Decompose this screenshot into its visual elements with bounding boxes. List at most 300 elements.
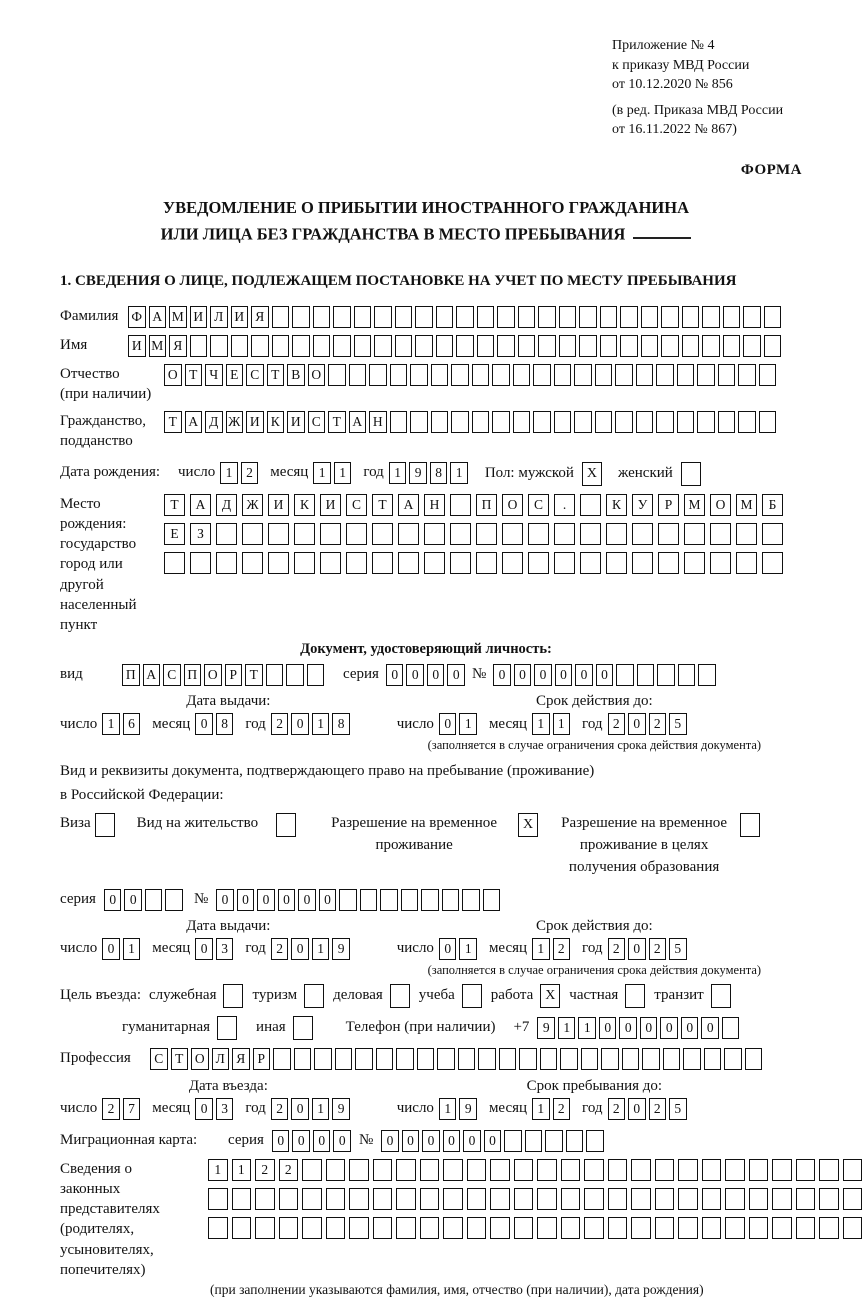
profession-cells-cell[interactable]	[294, 1048, 312, 1070]
option-residence-permit-checkbox[interactable]	[276, 813, 296, 837]
legal-cells-row2-cell[interactable]	[443, 1188, 463, 1210]
residence-issue-day-cells-cell[interactable]: 0	[102, 938, 120, 960]
profession-cells-cell[interactable]	[601, 1048, 619, 1070]
birth-place-cells-row3-cell[interactable]	[346, 552, 367, 574]
identity-issue-year-cells[interactable]	[271, 713, 353, 735]
citizenship-cells-cell[interactable]	[738, 411, 756, 433]
birth-place-cells-row1-cell[interactable]: М	[684, 494, 705, 516]
birth-day-cells-cell[interactable]: 2	[241, 462, 259, 484]
legal-cells-row3-cell[interactable]	[326, 1217, 346, 1239]
legal-cells-row2-cell[interactable]	[655, 1188, 675, 1210]
legal-cells-row2-cell[interactable]	[255, 1188, 275, 1210]
purpose-other-checkbox-cell[interactable]	[293, 1016, 313, 1040]
legal-cells-row3-cell[interactable]	[631, 1217, 651, 1239]
residence-number-cells-cell[interactable]	[462, 889, 480, 911]
legal-cells-row3-cell[interactable]	[208, 1217, 228, 1239]
identity-number-cells-cell[interactable]: 0	[555, 664, 573, 686]
legal-cells-row1-cell[interactable]	[772, 1159, 792, 1181]
entry-year-cells-cell[interactable]: 2	[271, 1098, 289, 1120]
surname-cells-cell[interactable]: Я	[251, 306, 269, 328]
residence-validity-year-cells-cell[interactable]: 5	[669, 938, 687, 960]
profession-cells-cell[interactable]	[622, 1048, 640, 1070]
identity-validity-month-cells-cell[interactable]: 1	[553, 713, 571, 735]
given-name-cells-cell[interactable]	[559, 335, 577, 357]
option-temporary-residence-education-checkbox[interactable]	[740, 813, 760, 837]
birth-year-cells-cell[interactable]: 8	[430, 462, 448, 484]
legal-cells-row1-cell[interactable]	[514, 1159, 534, 1181]
birth-place-cells-row2-cell[interactable]: З	[190, 523, 211, 545]
legal-cells-row3-cell[interactable]	[302, 1217, 322, 1239]
given-name-cells-cell[interactable]	[600, 335, 618, 357]
given-name-cells-cell[interactable]	[518, 335, 536, 357]
surname-cells-cell[interactable]	[743, 306, 761, 328]
citizenship-cells-cell[interactable]: А	[185, 411, 203, 433]
purpose-commercial[interactable]	[333, 984, 410, 1008]
entry-year-cells-cell[interactable]: 0	[291, 1098, 309, 1120]
profession-cells-cell[interactable]	[437, 1048, 455, 1070]
residence-number-cells[interactable]	[216, 889, 503, 911]
residence-issue-month-cells[interactable]	[195, 938, 236, 960]
purpose-business-checkbox[interactable]	[223, 984, 243, 1008]
legal-cells-row2-cell[interactable]	[702, 1188, 722, 1210]
legal-cells-row3-cell[interactable]	[796, 1217, 816, 1239]
legal-cells-row3-cell[interactable]	[490, 1217, 510, 1239]
residence-number-cells-cell[interactable]	[380, 889, 398, 911]
birth-place-cells-row2-cell[interactable]	[346, 523, 367, 545]
legal-cells-row1-cell[interactable]	[467, 1159, 487, 1181]
stay-year-cells-cell[interactable]: 5	[669, 1098, 687, 1120]
patronymic-cells[interactable]	[164, 364, 779, 386]
migration-number-cells-cell[interactable]	[504, 1130, 522, 1152]
profession-cells-cell[interactable]	[355, 1048, 373, 1070]
birth-place-cells-row1-cell[interactable]: О	[710, 494, 731, 516]
legal-cells-row2-cell[interactable]	[349, 1188, 369, 1210]
profession-cells-cell[interactable]	[540, 1048, 558, 1070]
citizenship-cells-cell[interactable]: Ж	[226, 411, 244, 433]
patronymic-cells-cell[interactable]: Т	[267, 364, 285, 386]
identity-kind-cells-cell[interactable]	[286, 664, 304, 686]
profession-cells-cell[interactable]	[499, 1048, 517, 1070]
surname-cells-cell[interactable]	[702, 306, 720, 328]
citizenship-cells-cell[interactable]	[410, 411, 428, 433]
stay-day-cells[interactable]	[439, 1098, 480, 1120]
purpose-business[interactable]	[149, 984, 244, 1008]
identity-issue-day-cells-cell[interactable]: 1	[102, 713, 120, 735]
purpose-transit-checkbox-cell[interactable]	[711, 984, 731, 1008]
legal-cells-row1-cell[interactable]	[584, 1159, 604, 1181]
identity-validity-month-cells-cell[interactable]: 1	[532, 713, 550, 735]
birth-year-cells-cell[interactable]: 9	[409, 462, 427, 484]
legal-cells-row1-cell[interactable]	[537, 1159, 557, 1181]
patronymic-cells-cell[interactable]	[369, 364, 387, 386]
stay-year-cells-cell[interactable]: 0	[628, 1098, 646, 1120]
given-name-cells-cell[interactable]	[395, 335, 413, 357]
patronymic-cells-cell[interactable]	[718, 364, 736, 386]
legal-cells-row3-cell[interactable]	[537, 1217, 557, 1239]
purpose-commercial-checkbox[interactable]	[390, 984, 410, 1008]
residence-series-cells-cell[interactable]: 0	[124, 889, 142, 911]
given-name-cells-cell[interactable]	[436, 335, 454, 357]
patronymic-cells-cell[interactable]	[451, 364, 469, 386]
identity-validity-day-cells[interactable]	[439, 713, 480, 735]
legal-cells-row2-cell[interactable]	[819, 1188, 839, 1210]
legal-cells-row3-cell[interactable]	[725, 1217, 745, 1239]
migration-number-cells[interactable]	[381, 1130, 607, 1152]
entry-month-cells-cell[interactable]: 3	[216, 1098, 234, 1120]
legal-cells-row3-cell[interactable]	[279, 1217, 299, 1239]
legal-cells-row3-cell[interactable]	[584, 1217, 604, 1239]
patronymic-cells-cell[interactable]	[492, 364, 510, 386]
legal-cells-row2-cell[interactable]	[279, 1188, 299, 1210]
birth-place-cells-row2-cell[interactable]	[268, 523, 289, 545]
citizenship-cells-cell[interactable]: А	[349, 411, 367, 433]
entry-year-cells-cell[interactable]: 1	[312, 1098, 330, 1120]
identity-number-cells-cell[interactable]	[616, 664, 634, 686]
identity-issue-month-cells-cell[interactable]: 0	[195, 713, 213, 735]
identity-validity-year-cells-cell[interactable]: 5	[669, 713, 687, 735]
phone-cells-cell[interactable]: 9	[537, 1017, 555, 1039]
identity-issue-year-cells-cell[interactable]: 1	[312, 713, 330, 735]
profession-cells-cell[interactable]	[642, 1048, 660, 1070]
legal-cells-row2-cell[interactable]	[420, 1188, 440, 1210]
surname-cells-cell[interactable]	[620, 306, 638, 328]
purpose-transit-checkbox[interactable]	[711, 984, 731, 1008]
citizenship-cells-cell[interactable]	[759, 411, 777, 433]
surname-cells-cell[interactable]	[272, 306, 290, 328]
birth-place-cells-row1-cell[interactable]: Б	[762, 494, 783, 516]
purpose-humanitarian[interactable]	[122, 1016, 237, 1040]
identity-validity-month-cells[interactable]	[532, 713, 573, 735]
purpose-private-checkbox-cell[interactable]	[625, 984, 645, 1008]
residence-number-cells-cell[interactable]: 0	[216, 889, 234, 911]
profession-cells-cell[interactable]	[335, 1048, 353, 1070]
migration-number-cells-cell[interactable]	[586, 1130, 604, 1152]
profession-cells-cell[interactable]	[314, 1048, 332, 1070]
birth-year-cells-cell[interactable]: 1	[450, 462, 468, 484]
stay-day-cells-cell[interactable]: 1	[439, 1098, 457, 1120]
given-name-cells-cell[interactable]	[682, 335, 700, 357]
patronymic-cells-cell[interactable]	[472, 364, 490, 386]
birth-place-cells-row3-cell[interactable]	[632, 552, 653, 574]
patronymic-cells-cell[interactable]	[328, 364, 346, 386]
birth-place-cells-row3-cell[interactable]	[320, 552, 341, 574]
residence-number-cells-cell[interactable]	[442, 889, 460, 911]
purpose-commercial-checkbox-cell[interactable]	[390, 984, 410, 1008]
option-temporary-residence-education-checkbox-cell[interactable]	[740, 813, 760, 837]
birth-place-cells-row3-cell[interactable]	[762, 552, 783, 574]
birth-place-cells-row2-cell[interactable]	[762, 523, 783, 545]
option-visa-checkbox-cell[interactable]	[95, 813, 115, 837]
profession-cells-cell[interactable]	[745, 1048, 763, 1070]
citizenship-cells-cell[interactable]: К	[267, 411, 285, 433]
surname-cells-cell[interactable]	[518, 306, 536, 328]
given-name-cells-cell[interactable]	[456, 335, 474, 357]
phone-cells-cell[interactable]: 1	[558, 1017, 576, 1039]
purpose-study-checkbox-cell[interactable]	[462, 984, 482, 1008]
legal-cells-row2-cell[interactable]	[373, 1188, 393, 1210]
citizenship-cells-cell[interactable]: С	[308, 411, 326, 433]
profession-cells[interactable]	[150, 1048, 765, 1070]
birth-place-cells-row1-cell[interactable]: .	[554, 494, 575, 516]
residence-validity-year-cells-cell[interactable]: 0	[628, 938, 646, 960]
surname-cells-cell[interactable]	[538, 306, 556, 328]
surname-cells-cell[interactable]: М	[169, 306, 187, 328]
legal-cells-row3-cell[interactable]	[843, 1217, 863, 1239]
given-name-cells-cell[interactable]	[231, 335, 249, 357]
legal-cells-row1-cell[interactable]	[420, 1159, 440, 1181]
surname-cells[interactable]	[128, 306, 784, 328]
option-residence-permit-checkbox-cell[interactable]	[276, 813, 296, 837]
birth-place-cells-row3-cell[interactable]	[294, 552, 315, 574]
patronymic-cells-cell[interactable]: Ч	[205, 364, 223, 386]
residence-series-cells[interactable]	[104, 889, 186, 911]
entry-month-cells[interactable]	[195, 1098, 236, 1120]
identity-issue-day-cells[interactable]	[102, 713, 143, 735]
given-name-cells-cell[interactable]	[702, 335, 720, 357]
legal-cells-row1-cell[interactable]	[725, 1159, 745, 1181]
citizenship-cells-cell[interactable]	[656, 411, 674, 433]
patronymic-cells-cell[interactable]: О	[308, 364, 326, 386]
identity-validity-year-cells-cell[interactable]: 2	[608, 713, 626, 735]
residence-issue-month-cells-cell[interactable]: 3	[216, 938, 234, 960]
birth-place-cells-row2-cell[interactable]: Е	[164, 523, 185, 545]
entry-month-cells-cell[interactable]: 0	[195, 1098, 213, 1120]
legal-cells-row2-cell[interactable]	[749, 1188, 769, 1210]
sex-male-checkbox[interactable]	[582, 462, 602, 486]
birth-place-cells-row3-cell[interactable]	[710, 552, 731, 574]
surname-cells-cell[interactable]	[415, 306, 433, 328]
given-name-cells-cell[interactable]	[764, 335, 782, 357]
citizenship-cells-cell[interactable]	[615, 411, 633, 433]
legal-cells-row2[interactable]	[208, 1188, 866, 1210]
given-name-cells-cell[interactable]: Я	[169, 335, 187, 357]
purpose-humanitarian-checkbox[interactable]	[217, 1016, 237, 1040]
given-name-cells-cell[interactable]	[292, 335, 310, 357]
patronymic-cells-cell[interactable]: О	[164, 364, 182, 386]
legal-cells-row1-cell[interactable]	[443, 1159, 463, 1181]
residence-validity-day-cells[interactable]	[439, 938, 480, 960]
legal-cells-row1-cell[interactable]	[819, 1159, 839, 1181]
purpose-tourism-checkbox[interactable]	[304, 984, 324, 1008]
birth-place-cells-row3-cell[interactable]	[554, 552, 575, 574]
legal-cells-row3-cell[interactable]	[373, 1217, 393, 1239]
residence-issue-month-cells-cell[interactable]: 0	[195, 938, 213, 960]
identity-number-cells-cell[interactable]: 0	[575, 664, 593, 686]
legal-cells-row3-cell[interactable]	[608, 1217, 628, 1239]
profession-cells-cell[interactable]	[458, 1048, 476, 1070]
legal-cells-row3-cell[interactable]	[514, 1217, 534, 1239]
surname-cells-cell[interactable]: Л	[210, 306, 228, 328]
identity-number-cells-cell[interactable]	[678, 664, 696, 686]
surname-cells-cell[interactable]: И	[190, 306, 208, 328]
birth-place-cells-row3-cell[interactable]	[658, 552, 679, 574]
birth-place-cells-row1-cell[interactable]: И	[320, 494, 341, 516]
birth-place-cells-row2-cell[interactable]	[398, 523, 419, 545]
identity-series-cells-cell[interactable]: 0	[447, 664, 465, 686]
identity-series-cells[interactable]	[386, 664, 468, 686]
birth-place-cells-row1-cell[interactable]: М	[736, 494, 757, 516]
birth-day-cells-cell[interactable]: 1	[220, 462, 238, 484]
identity-series-cells-cell[interactable]: 0	[386, 664, 404, 686]
phone-cells-cell[interactable]: 0	[681, 1017, 699, 1039]
profession-cells-cell[interactable]: Л	[212, 1048, 230, 1070]
profession-cells-cell[interactable]	[581, 1048, 599, 1070]
legal-cells-row2-cell[interactable]	[302, 1188, 322, 1210]
legal-cells-row3[interactable]	[208, 1217, 866, 1239]
legal-cells-row2-cell[interactable]	[631, 1188, 651, 1210]
purpose-other[interactable]	[256, 1016, 313, 1040]
stay-month-cells[interactable]	[532, 1098, 573, 1120]
patronymic-cells-cell[interactable]	[554, 364, 572, 386]
residence-number-cells-cell[interactable]: 0	[319, 889, 337, 911]
birth-month-cells-cell[interactable]: 1	[334, 462, 352, 484]
birth-place-cells-row3-cell[interactable]	[476, 552, 497, 574]
residence-validity-month-cells[interactable]	[532, 938, 573, 960]
patronymic-cells-cell[interactable]	[410, 364, 428, 386]
legal-cells-row3-cell[interactable]	[443, 1217, 463, 1239]
purpose-transit[interactable]	[654, 984, 730, 1008]
legal-cells-row2-cell[interactable]	[608, 1188, 628, 1210]
entry-year-cells[interactable]	[271, 1098, 353, 1120]
birth-place-cells-row1-cell[interactable]: А	[398, 494, 419, 516]
legal-cells-row2-cell[interactable]	[584, 1188, 604, 1210]
legal-cells-row1-cell[interactable]	[631, 1159, 651, 1181]
birth-place-cells-row2-cell[interactable]	[216, 523, 237, 545]
birth-day-cells[interactable]	[220, 462, 261, 484]
patronymic-cells-cell[interactable]	[636, 364, 654, 386]
legal-cells-row3-cell[interactable]	[232, 1217, 252, 1239]
identity-number-cells-cell[interactable]	[637, 664, 655, 686]
identity-kind-cells-cell[interactable]: П	[122, 664, 140, 686]
patronymic-cells-cell[interactable]: Е	[226, 364, 244, 386]
profession-cells-cell[interactable]	[396, 1048, 414, 1070]
given-name-cells-cell[interactable]	[579, 335, 597, 357]
legal-cells-row1-cell[interactable]	[678, 1159, 698, 1181]
identity-kind-cells-cell[interactable]	[307, 664, 325, 686]
legal-cells-row3-cell[interactable]	[467, 1217, 487, 1239]
birth-place-cells-row2-cell[interactable]	[736, 523, 757, 545]
birth-place-cells-row1-cell[interactable]: Т	[372, 494, 393, 516]
option-temporary-residence-checkbox[interactable]	[518, 813, 538, 837]
birth-place-cells-row1-cell[interactable]	[450, 494, 471, 516]
legal-cells-row3-cell[interactable]	[819, 1217, 839, 1239]
birth-place-cells-row1-cell[interactable]: Ж	[242, 494, 263, 516]
given-name-cells-cell[interactable]	[497, 335, 515, 357]
residence-number-cells-cell[interactable]: 0	[278, 889, 296, 911]
migration-number-cells-cell[interactable]: 0	[422, 1130, 440, 1152]
birth-place-cells-row1-cell[interactable]	[580, 494, 601, 516]
surname-cells-cell[interactable]	[436, 306, 454, 328]
stay-year-cells-cell[interactable]: 2	[608, 1098, 626, 1120]
identity-kind-cells-cell[interactable]: Р	[225, 664, 243, 686]
given-name-cells-cell[interactable]	[251, 335, 269, 357]
migration-number-cells-cell[interactable]	[566, 1130, 584, 1152]
birth-place-cells-row2-cell[interactable]	[372, 523, 393, 545]
patronymic-cells-cell[interactable]	[677, 364, 695, 386]
surname-cells-cell[interactable]: И	[231, 306, 249, 328]
patronymic-cells-cell[interactable]	[349, 364, 367, 386]
birth-place-cells-row1-cell[interactable]: К	[294, 494, 315, 516]
surname-cells-cell[interactable]	[579, 306, 597, 328]
sex-female-checkbox-cell[interactable]	[681, 462, 701, 486]
identity-validity-day-cells-cell[interactable]: 1	[459, 713, 477, 735]
given-name-cells-cell[interactable]	[620, 335, 638, 357]
birth-place-cells-row3-cell[interactable]	[190, 552, 211, 574]
residence-number-cells-cell[interactable]	[421, 889, 439, 911]
citizenship-cells-cell[interactable]	[574, 411, 592, 433]
birth-place-cells-row1-cell[interactable]: Р	[658, 494, 679, 516]
given-name-cells-cell[interactable]	[477, 335, 495, 357]
surname-cells-cell[interactable]	[600, 306, 618, 328]
stay-month-cells-cell[interactable]: 2	[553, 1098, 571, 1120]
profession-cells-cell[interactable]: Т	[171, 1048, 189, 1070]
migration-series-cells-cell[interactable]: 0	[272, 1130, 290, 1152]
patronymic-cells-cell[interactable]	[738, 364, 756, 386]
phone-cells-cell[interactable]	[722, 1017, 740, 1039]
purpose-humanitarian-checkbox-cell[interactable]	[217, 1016, 237, 1040]
birth-place-cells-row3-cell[interactable]	[164, 552, 185, 574]
migration-number-cells-cell[interactable]: 0	[463, 1130, 481, 1152]
residence-number-cells-cell[interactable]	[339, 889, 357, 911]
citizenship-cells-cell[interactable]	[431, 411, 449, 433]
birth-place-cells-row1-cell[interactable]: Д	[216, 494, 237, 516]
profession-cells-cell[interactable]	[663, 1048, 681, 1070]
patronymic-cells-cell[interactable]: С	[246, 364, 264, 386]
surname-cells-cell[interactable]: А	[149, 306, 167, 328]
patronymic-cells-cell[interactable]	[759, 364, 777, 386]
legal-cells-row2-cell[interactable]	[514, 1188, 534, 1210]
legal-cells-row2-cell[interactable]	[796, 1188, 816, 1210]
profession-cells-cell[interactable]: О	[191, 1048, 209, 1070]
identity-number-cells-cell[interactable]: 0	[514, 664, 532, 686]
birth-place-cells-row3-cell[interactable]	[268, 552, 289, 574]
legal-cells-row1-cell[interactable]: 2	[279, 1159, 299, 1181]
phone-cells-cell[interactable]: 0	[660, 1017, 678, 1039]
residence-validity-year-cells-cell[interactable]: 2	[649, 938, 667, 960]
profession-cells-cell[interactable]	[376, 1048, 394, 1070]
migration-number-cells-cell[interactable]: 0	[484, 1130, 502, 1152]
legal-cells-row1-cell[interactable]	[561, 1159, 581, 1181]
legal-cells-row2-cell[interactable]	[772, 1188, 792, 1210]
birth-place-cells-row2-cell[interactable]	[528, 523, 549, 545]
citizenship-cells-cell[interactable]	[697, 411, 715, 433]
identity-number-cells-cell[interactable]	[698, 664, 716, 686]
patronymic-cells-cell[interactable]: Т	[185, 364, 203, 386]
profession-cells-cell[interactable]	[683, 1048, 701, 1070]
birth-place-cells-row2-cell[interactable]	[658, 523, 679, 545]
purpose-study[interactable]	[419, 984, 482, 1008]
profession-cells-cell[interactable]	[704, 1048, 722, 1070]
legal-cells-row1-cell[interactable]	[490, 1159, 510, 1181]
surname-cells-cell[interactable]	[374, 306, 392, 328]
profession-cells-cell[interactable]: Я	[232, 1048, 250, 1070]
patronymic-cells-cell[interactable]	[615, 364, 633, 386]
birth-place-cells-row1-cell[interactable]: С	[346, 494, 367, 516]
legal-cells-row2-cell[interactable]	[490, 1188, 510, 1210]
identity-kind-cells-cell[interactable]	[266, 664, 284, 686]
profession-cells-cell[interactable]: Р	[253, 1048, 271, 1070]
given-name-cells[interactable]	[128, 335, 784, 357]
citizenship-cells-cell[interactable]	[472, 411, 490, 433]
citizenship-cells-cell[interactable]: И	[287, 411, 305, 433]
identity-number-cells-cell[interactable]: 0	[596, 664, 614, 686]
legal-cells-row2-cell[interactable]	[208, 1188, 228, 1210]
given-name-cells-cell[interactable]	[374, 335, 392, 357]
citizenship-cells-cell[interactable]	[390, 411, 408, 433]
citizenship-cells-cell[interactable]: Д	[205, 411, 223, 433]
legal-cells-row1-cell[interactable]	[396, 1159, 416, 1181]
identity-series-cells-cell[interactable]: 0	[406, 664, 424, 686]
